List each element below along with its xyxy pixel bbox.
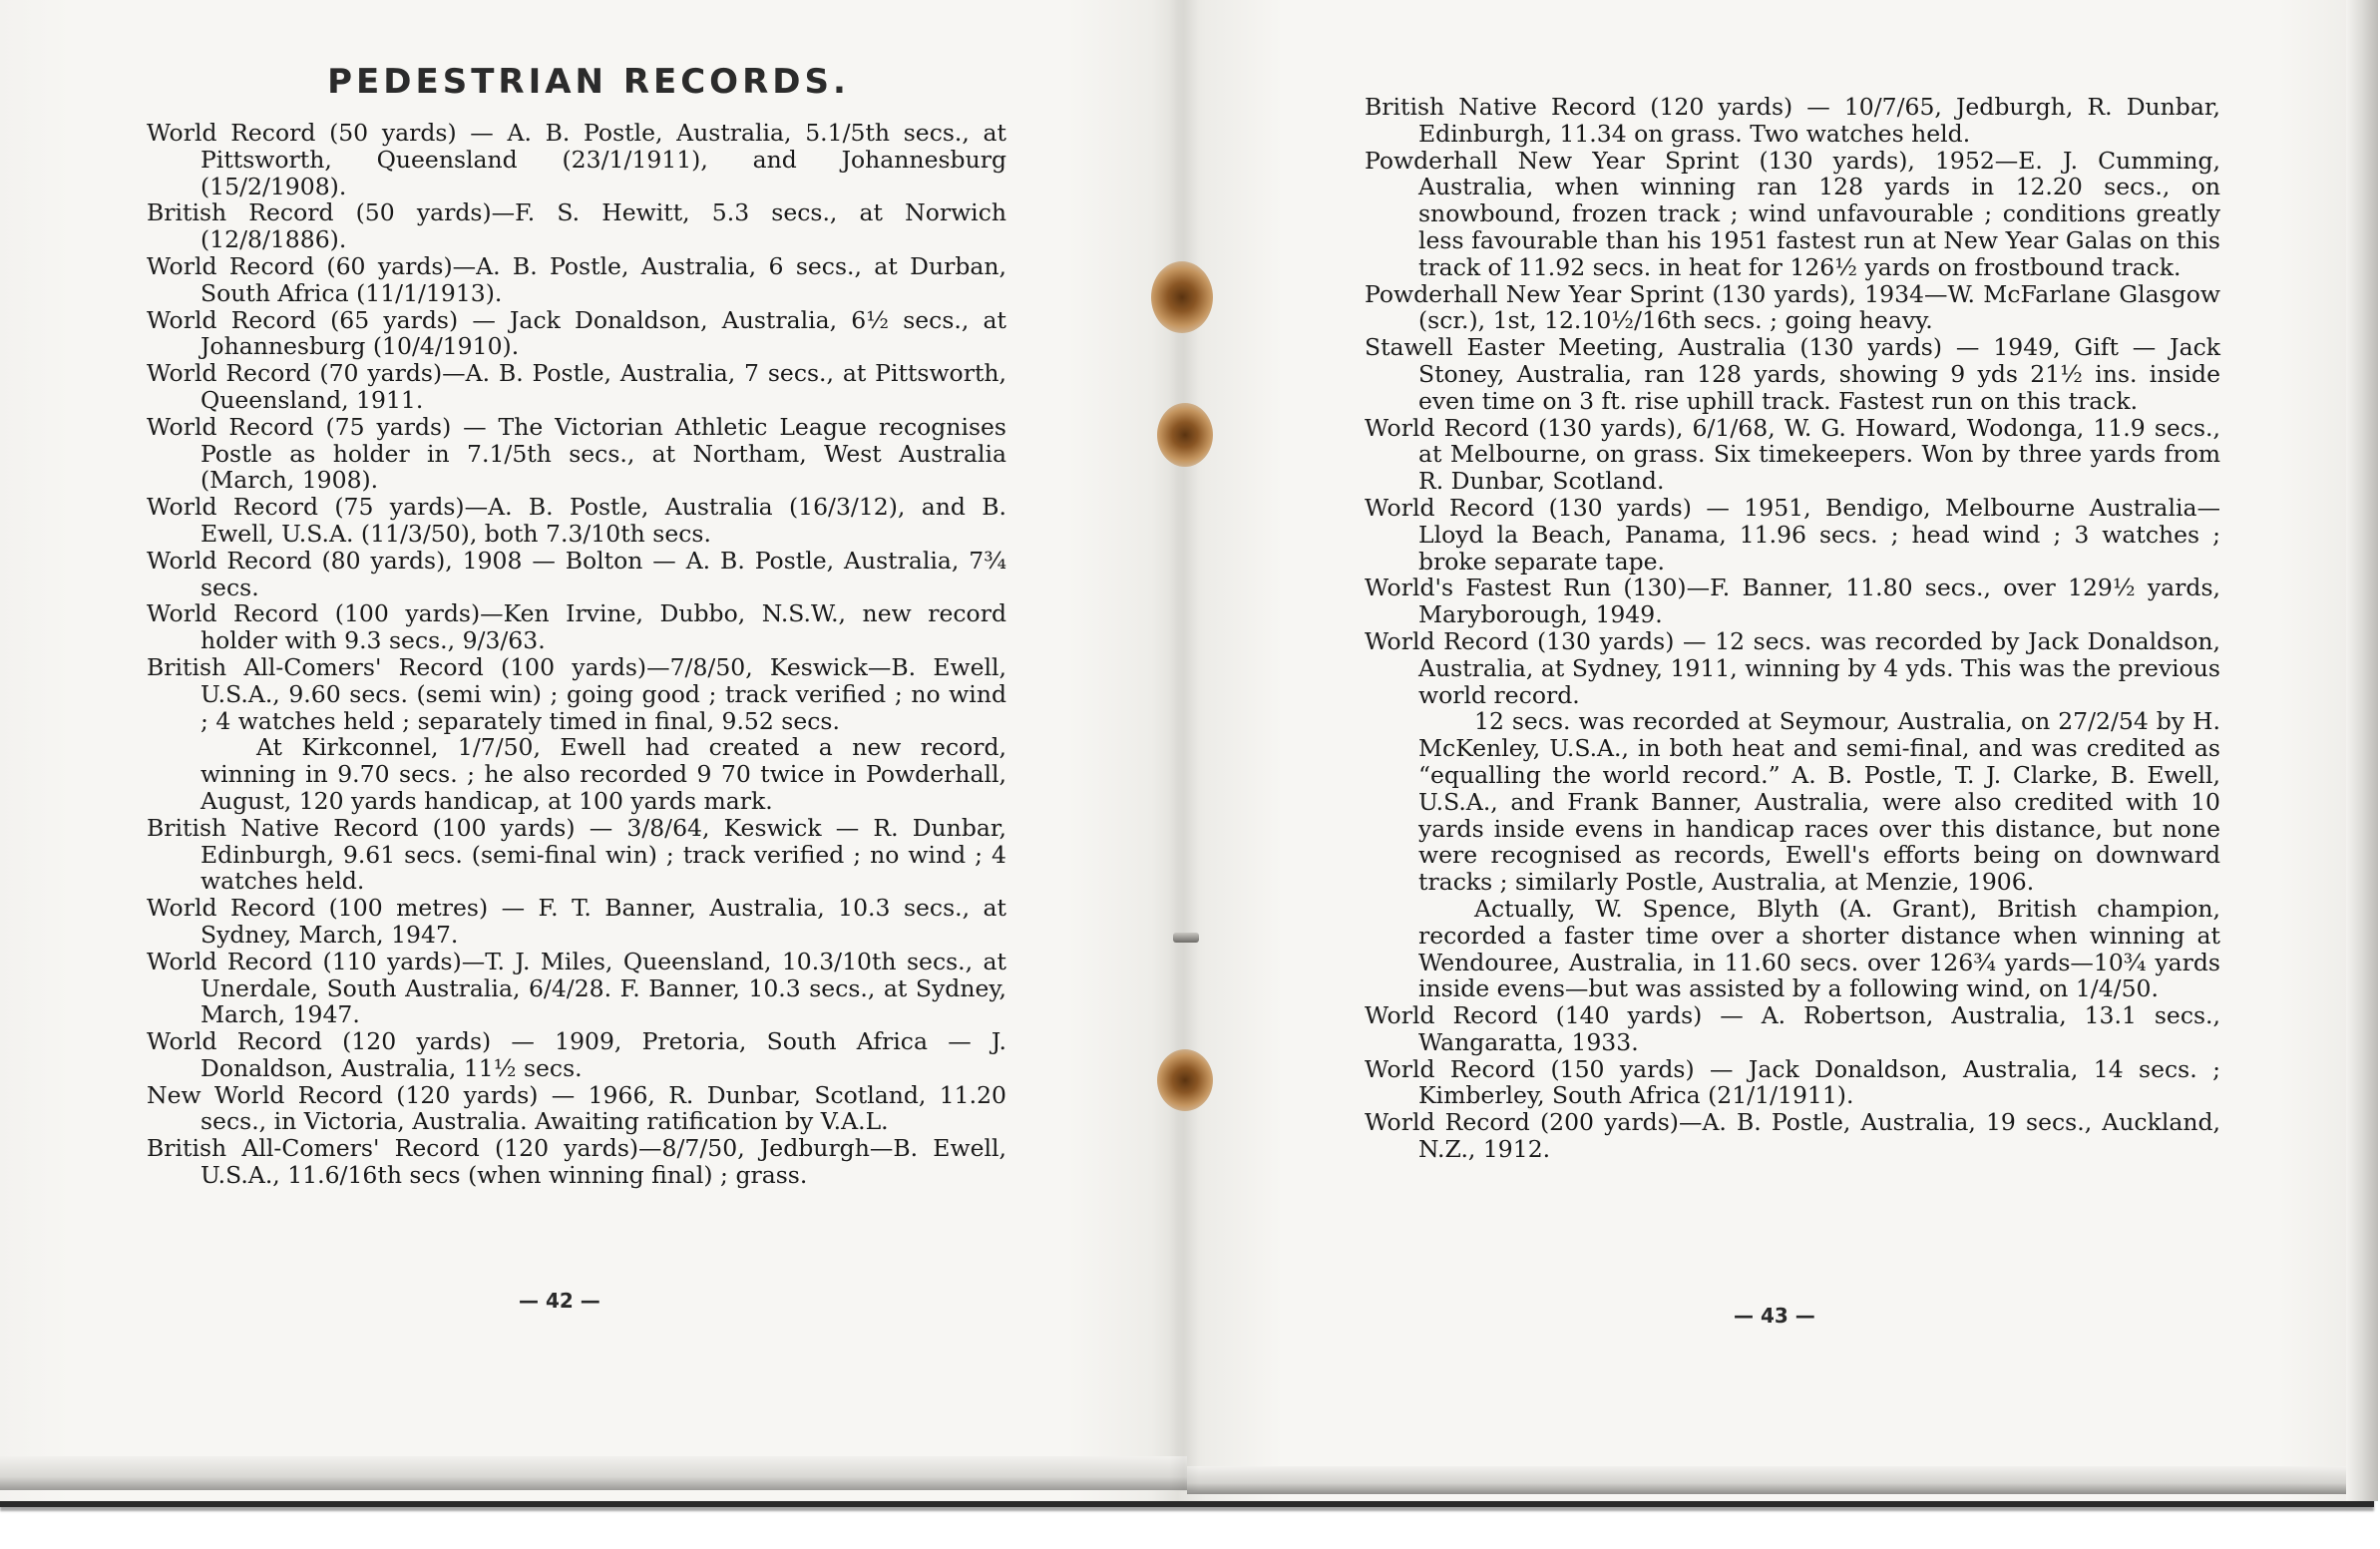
record-entry: British Native Record (100 yards) — 3/8/64, Keswick — R. Dunbar, Edinburgh, 9.61 secs. (semi-final win) ; track verified ; no wind ; 4 watches held. — [147, 813, 1006, 896]
record-paragraph: 12 secs. was recorded at Seymour, Australia, on 27/2/54 by H. McKenley, U.S.A., in both heat and semi-final, and was credited as “equalling the world record.” A. B. Postle, T. J. Clarke, B. Ewell, U.S.A., and Frank Banner, Australia, were also credited with 10 yards inside evens in handicap races over this distance, but none were recognised as records, Ewell's efforts being on downward tracks ; similarly Postle, Australia, at Menzie, 1906. — [1418, 707, 2220, 897]
record-entry: World Record (100 yards)—Ken Irvine, Dubbo, N.S.W., new record holder with 9.3 secs., 9/3/63. — [147, 599, 1006, 655]
record-entry: World Record (150 yards) — Jack Donaldson, Australia, 14 secs. ; Kimberley, South Africa (21/1/1911). — [1365, 1054, 2220, 1110]
record-entry: World Record (75 yards)—A. B. Postle, Australia (16/3/12), and B. Ewell, U.S.A. (11/3/50), both 7.3/10th secs. — [147, 493, 1006, 548]
record-entry: World Record (130 yards) — 1951, Bendigo, Melbourne Australia—Lloyd la Beach, Panama, 11.96 secs. ; head wind ; 3 watches ; broke separate tape. — [1365, 493, 2220, 576]
record-entry: New World Record (120 yards) — 1966, R. Dunbar, Scotland, 11.20 secs., in Victoria, Australia. Awaiting ratification by V.A.L. — [147, 1080, 1006, 1136]
record-entry: World Record (200 yards)—A. B. Postle, Australia, 19 secs., Auckland, N.Z., 1912. — [1365, 1108, 2220, 1164]
record-entry: Stawell Easter Meeting, Australia (130 yards) — 1949, Gift — Jack Stoney, Australia, ran 128 yards, showing 9 yds 21½ ins. inside even time on 3 ft. rise uphill track. Fastest run on this track. — [1365, 333, 2220, 415]
book-gutter — [1169, 0, 1199, 1491]
record-entry: World Record (130 yards), 6/1/68, W. G. Howard, Wodonga, 11.9 secs., at Melbourne, on grass. Six timekeepers. Won by three yards from R. Dunbar, Scotland. — [1365, 413, 2220, 496]
right-page-number: — 43 — — [1734, 1304, 1815, 1328]
record-entry: World's Fastest Run (130)—F. Banner, 11.80 secs., over 129½ yards, Maryborough, 1949. — [1365, 574, 2220, 629]
record-entry: World Record (65 yards) — Jack Donaldson, Australia, 6½ secs., at Johannesburg (10/4/1910). — [147, 305, 1006, 361]
record-entry: World Record (80 yards), 1908 — Bolton — A. B. Postle, Australia, 7¾ secs. — [147, 546, 1006, 601]
record-entry: World Record (50 yards) — A. B. Postle, Australia, 5.1/5th secs., at Pittsworth, Queensland (23/1/1911), and Johannesburg (15/2/1908). — [147, 119, 1006, 200]
record-entry: World Record (60 yards)—A. B. Postle, Australia, 6 secs., at Durban, South Africa (11/1/1913). — [147, 251, 1006, 307]
record-entry: World Record (75 yards) — The Victorian Athletic League recognises Postle as holder in 7.1/5th secs., at Northam, West Australia (March, 1908). — [147, 412, 1006, 495]
left-page-text — [147, 120, 1006, 1189]
record-entry: World Record (110 yards)—T. J. Miles, Queensland, 10.3/10th secs., at Unerdale, South Australia, 6/4/28. F. Banner, 10.3 secs., at Sydney, March, 1947. — [147, 947, 1006, 1029]
record-entry: World Record (70 yards)—A. B. Postle, Australia, 7 secs., at Pittsworth, Queensland, 1911. — [147, 359, 1006, 414]
record-paragraph: Actually, W. Spence, Blyth (A. Grant), British champion, recorded a faster time over a shorter distance when winning at Wendouree, Australia, in 11.60 secs. over 126¾ yards—10¾ yards inside evens—but was assisted by a following wind, on 1/4/50. — [1418, 894, 2220, 1003]
staple — [1173, 933, 1199, 943]
record-entry: British All-Comers' Record (120 yards)—8/7/50, Jedburgh—B. Ewell, U.S.A., 11.6/16th secs (when winning final) ; grass. — [147, 1134, 1006, 1190]
record-entry: World Record (140 yards) — A. Robertson, Australia, 13.1 secs., Wangaratta, 1933. — [1365, 1001, 2220, 1056]
record-entry: World Record (130 yards) — 12 secs. was recorded by Jack Donaldson, Australia, at Sydney, 1911, winning by 4 yds. This was the previous world record. — [1365, 626, 2220, 709]
right-page-edge — [1187, 1466, 2374, 1494]
left-page-number: — 42 — — [519, 1289, 600, 1313]
page-title: PEDESTRIAN RECORDS. — [327, 62, 850, 102]
record-entry: World Record (100 metres) — F. T. Banner, Australia, 10.3 secs., at Sydney, March, 1947. — [147, 894, 1006, 949]
record-entry: British Native Record (120 yards) — 10/7/65, Jedburgh, R. Dunbar, Edinburgh, 11.34 on grass. Two watches held. — [1365, 93, 2220, 148]
rust-stain-bottom — [1157, 1049, 1213, 1111]
record-entry: British Record (50 yards)—F. S. Hewitt, 5.3 secs., at Norwich (12/8/1886). — [147, 198, 1006, 254]
book-fore-edge — [2346, 0, 2378, 1501]
record-paragraph: At Kirkconnel, 1/7/50, Ewell had created a new record, winning in 9.70 secs. ; he also recorded 9 70 twice in Powderhall, August, 120 yards handicap, at 100 yards mark. — [200, 733, 1006, 815]
left-page-edge — [0, 1456, 1187, 1490]
rust-stain-middle — [1157, 403, 1213, 467]
record-entry: World Record (120 yards) — 1909, Pretoria, South Africa — J. Donaldson, Australia, 11½ secs. — [147, 1027, 1006, 1082]
record-entry: Powderhall New Year Sprint (130 yards), 1934—W. McFarlane Glasgow (scr.), 1st, 12.10½/16th secs. ; going heavy. — [1365, 279, 2220, 335]
rust-stain-top — [1151, 261, 1213, 333]
record-entry: Powderhall New Year Sprint (130 yards), 1952—E. J. Cumming, Australia, when winning ran 128 yards in 12.20 secs., on snowbound, frozen track ; wind unfavourable ; conditions greatly less favourable than his 1951 fastest run at New Year Galas on this track of 11.92 secs. in heat for 126½ yards on frostbound track. — [1365, 146, 2220, 281]
record-entry: British All-Comers' Record (100 yards)—7/8/50, Keswick—B. Ewell, U.S.A., 9.60 secs. (semi win) ; going good ; track verified ; no wind ; 4 watches held ; separately timed in final, 9.52 secs. — [147, 652, 1006, 735]
right-page-text — [1365, 94, 2220, 1163]
